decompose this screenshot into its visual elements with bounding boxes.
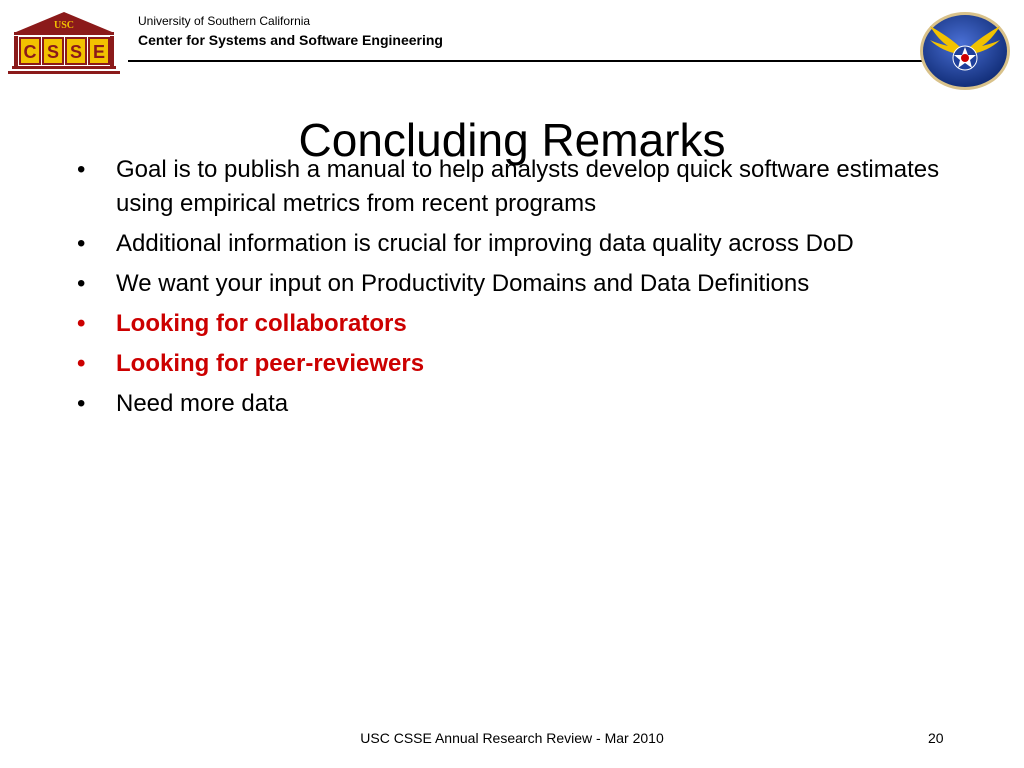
bullet-item-highlight — [74, 347, 954, 381]
bullet-item — [74, 153, 954, 221]
bullet-marker: • — [77, 350, 86, 377]
bullet-text: Need more data — [116, 390, 289, 417]
bullet-marker: • — [77, 390, 86, 417]
logo-letter-e: E — [92, 42, 106, 62]
bullet-item — [74, 267, 954, 301]
slide-title: Concluding Remarks — [298, 113, 726, 166]
logo-usc-text: USC — [53, 20, 75, 31]
bullet-marker: • — [77, 310, 86, 337]
page-number: 20 — [928, 730, 944, 746]
bullet-item — [74, 227, 954, 261]
bullet-item — [74, 387, 954, 421]
footer-text: USC CSSE Annual Research Review - Mar 2010 — [360, 730, 664, 746]
logo-letter-c: C — [23, 42, 37, 62]
bullet-text: We want your input on Productivity Domains and Data Definitions — [116, 270, 810, 297]
bullet-marker: • — [77, 156, 86, 183]
logo-letter-s2: S — [69, 42, 83, 62]
org-name-university: University of Southern California — [138, 14, 311, 28]
bullet-item-highlight — [74, 307, 954, 341]
logo-letter-s: S — [46, 42, 60, 62]
bullet-text: Looking for peer-reviewers — [116, 350, 425, 377]
usc-csse-logo — [8, 10, 120, 76]
header-divider — [128, 60, 934, 62]
air-force-emblem-icon — [918, 10, 1012, 92]
bullet-marker: • — [77, 230, 86, 257]
bullet-marker: • — [77, 270, 86, 297]
bullet-list — [74, 153, 954, 427]
bullet-text: Additional information is crucial for improving data quality across DoD — [116, 230, 854, 257]
bullet-text: Goal is to publish a manual to help analysts develop quick software estimates using empirical metrics from recent programs — [116, 156, 940, 217]
bullet-text: Looking for collaborators — [116, 310, 407, 337]
org-name-center: Center for Systems and Software Engineering — [138, 32, 443, 48]
